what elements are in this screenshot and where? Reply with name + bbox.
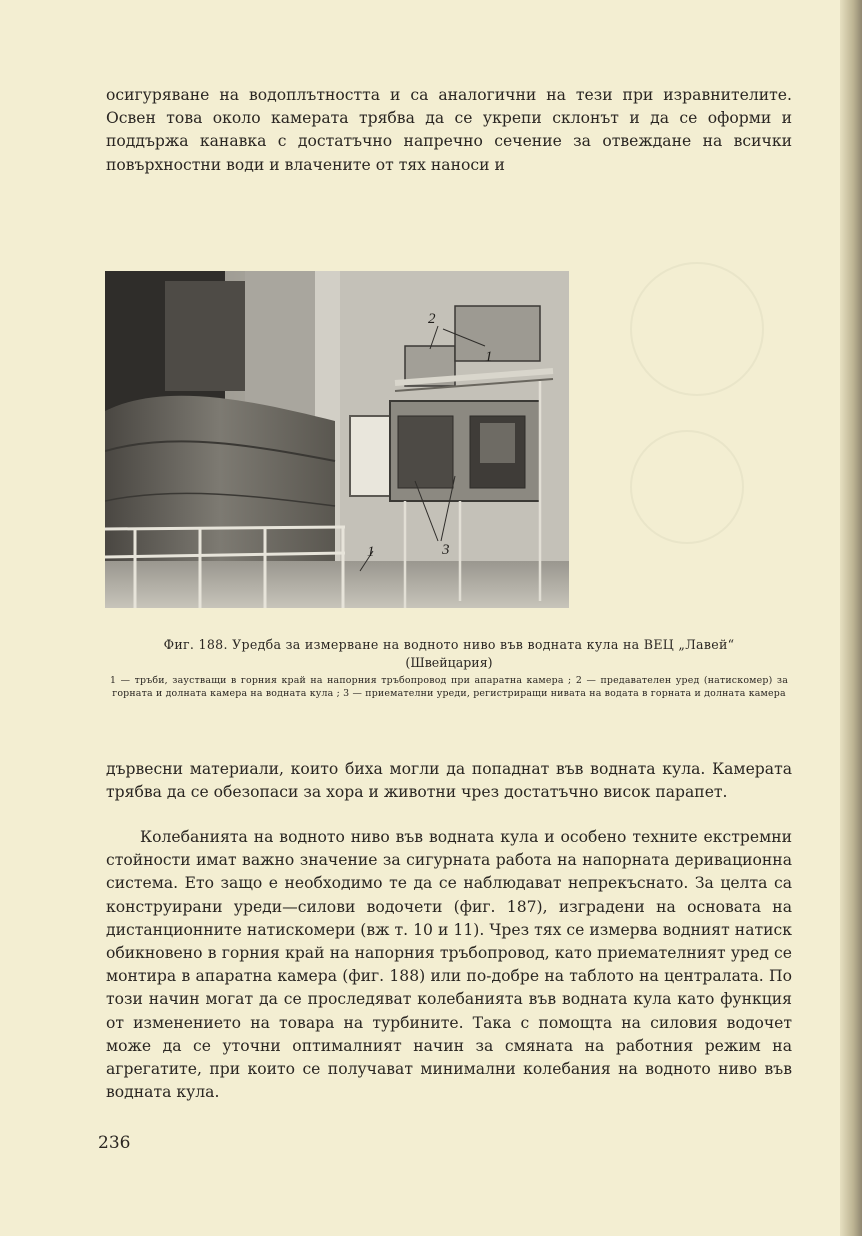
paragraph-bottom — [106, 826, 792, 1104]
bleed-through-circle — [630, 262, 764, 396]
figure-caption-subtitle: (Швейцария) — [405, 655, 493, 670]
figure-caption-legend: 1 — тръби, заустващи в горния край на напорния тръбопровод при апаратна камера ; 2 — предавателен уред (натискомер) за горната и долната камера на водната кула ; 3 — приемателни уреди, регистриращи нивата на водата в горната и долната камера — [110, 675, 788, 699]
paragraph-bottom-text: Колебанията на водното ниво във водната кула и особено техните екстремни стойности имат важно значение за сигурната работа на напорната деривационна система. Ето защо е необходимо те да се наблюдават непрекъснато. За целта са конструирани уреди—силови водочети (фиг. 187), изградени на основата на дистанционните натискомери (вж т. 10 и 11). Чрез тях се измерва водният натиск обикновено в горния край на напорния тръбопровод, като приемателният уред се монтира в апаратна камера (фиг. 188) или по-добре на таблото на централата. По този начин могат да се проследяват колебанията във водната кула като функция от изменението на товара на турбините. Така с помощта на силовия водочет може да се уточни оптималният начин за смяната на работния режим на агрегатите, при които се получават минимални колебания на водното ниво във водната кула. — [106, 828, 792, 1102]
figure-caption-title: Фиг. 188. Уредба за измерване на водното ниво във водната кула на ВЕЦ „Лавей“ — [163, 637, 735, 652]
bleed-through-circle — [630, 430, 744, 544]
photo-illustration — [105, 271, 569, 608]
paragraph-top: осигуряване на водоплътността и са аналогични на тези при изравнителите. Освен това около камерата трябва да се укрепи склонът и да се оформи и поддържа канавка с достатъчно напречно сечение за отвеждане на всички повърхностни води и влачените от тях наноси и — [106, 86, 792, 174]
figure-photo — [105, 271, 569, 608]
page-edge-shadow — [840, 0, 862, 1236]
callout-1-upper: 1 — [485, 349, 493, 365]
paragraph-mid: дървесни материали, които биха могли да попаднат във водната кула. Камерата трябва да се обезопаси за хора и животни чрез достатъчно висок парапет. — [106, 760, 792, 802]
callout-3: 3 — [442, 542, 450, 558]
callout-1-lower: 1 — [367, 544, 375, 560]
page-number: 236 — [98, 1133, 131, 1153]
callout-2: 2 — [428, 311, 436, 327]
